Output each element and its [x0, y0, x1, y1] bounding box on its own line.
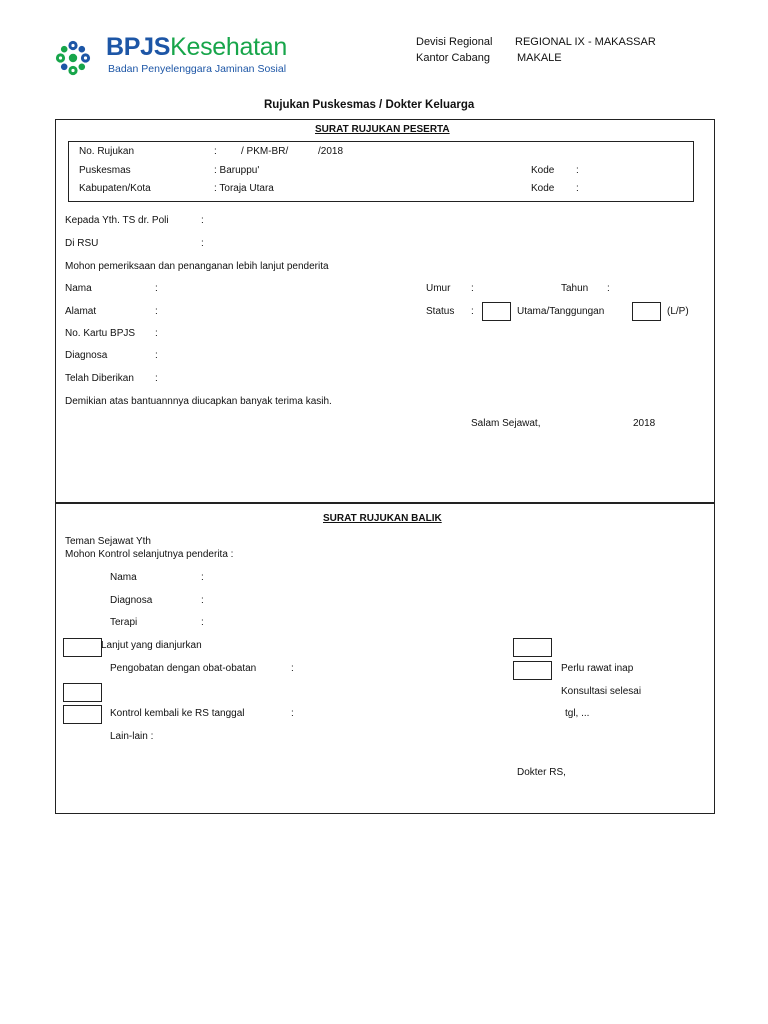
- kontrol-checkbox[interactable]: [63, 705, 102, 724]
- year-text: 2018: [633, 418, 656, 429]
- status-label: Status: [426, 306, 455, 317]
- no-rujukan-colon: :: [214, 146, 217, 157]
- bpjs-logo-icon: [53, 38, 93, 78]
- balik-terapi-colon: :: [201, 617, 204, 628]
- kartu-bpjs-label: No. Kartu BPJS: [65, 328, 136, 339]
- no-rujukan-label: No. Rujukan: [79, 146, 135, 157]
- status-colon: :: [471, 306, 474, 317]
- teman-sejawat-text: Teman Sejawat Yth: [65, 536, 151, 547]
- alamat-colon: :: [155, 306, 158, 317]
- logo-kesehatan-text: Kesehatan: [170, 33, 287, 61]
- section-heading-balik: SURAT RUJUKAN BALIK: [323, 513, 442, 524]
- lp-label: (L/P): [667, 306, 689, 317]
- gender-checkbox[interactable]: [632, 302, 661, 321]
- nama-colon: :: [155, 283, 158, 294]
- referral-info-box: [68, 141, 694, 202]
- kode-colon-2: :: [576, 183, 579, 194]
- balik-diagnosa-label: Diagnosa: [110, 595, 153, 606]
- kontrol-colon: :: [291, 708, 294, 719]
- diagnosa-label: Diagnosa: [65, 350, 108, 361]
- no-rujukan-year: /2018: [318, 146, 344, 157]
- kontrol-text: Kontrol kembali ke RS tanggal: [110, 708, 245, 719]
- kabupaten-label: Kabupaten/Kota: [79, 183, 151, 194]
- alamat-label: Alamat: [65, 306, 97, 317]
- pengobatan-checkbox[interactable]: [63, 683, 102, 702]
- devisi-label: Devisi Regional: [416, 36, 493, 48]
- salam-sejawat-text: Salam Sejawat,: [471, 418, 541, 429]
- balik-terapi-label: Terapi: [110, 617, 138, 628]
- no-rujukan-mid: / PKM-BR/: [241, 146, 289, 157]
- demikian-text: Demikian atas bantuannnya diucapkan banyak terima kasih.: [65, 396, 332, 407]
- kartu-bpjs-colon: :: [155, 328, 158, 339]
- lain-lain-text: Lain-lain :: [110, 731, 154, 742]
- balik-diagnosa-colon: :: [201, 595, 204, 606]
- section-heading-peserta: SURAT RUJUKAN PESERTA: [315, 124, 450, 135]
- puskesmas-value: : Baruppu': [214, 165, 260, 176]
- kantor-value: MAKALE: [517, 52, 562, 64]
- kode-colon-1: :: [576, 165, 579, 176]
- mohon-kontrol-text: Mohon Kontrol selanjutnya penderita :: [65, 549, 234, 560]
- document-title: Rujukan Puskesmas / Dokter Keluarga: [264, 99, 475, 111]
- perlu-rawat-inap-checkbox[interactable]: [513, 661, 552, 680]
- telah-diberikan-label: Telah Diberikan: [65, 373, 134, 384]
- logo-subtitle: Badan Penyelenggara Jaminan Sosial: [108, 63, 287, 75]
- umur-colon: :: [471, 283, 474, 294]
- tahun-colon: :: [607, 283, 610, 294]
- tgl-text: tgl, ...: [565, 708, 590, 719]
- pengobatan-colon: :: [291, 663, 294, 674]
- dokter-rs-text: Dokter RS,: [517, 767, 566, 778]
- tahun-label: Tahun: [561, 283, 589, 294]
- kepada-colon: :: [201, 215, 204, 226]
- di-rsu-label: Di RSU: [65, 238, 99, 249]
- right-checkbox-1[interactable]: [513, 638, 552, 657]
- umur-label: Umur: [426, 283, 451, 294]
- logo-bpjs-text: BPJS: [106, 33, 171, 61]
- lanjut-text: Lanjut yang dianjurkan: [101, 640, 202, 651]
- kantor-label: Kantor Cabang: [416, 52, 490, 64]
- mohon-text: Mohon pemeriksaan dan penanganan lebih lanjut penderita: [65, 261, 329, 272]
- kode-label-2: Kode: [531, 183, 555, 194]
- pengobatan-text: Pengobatan dengan obat-obatan: [110, 663, 257, 674]
- logo-wordmark: [106, 33, 287, 62]
- balik-nama-colon: :: [201, 572, 204, 583]
- balik-nama-label: Nama: [110, 572, 137, 583]
- diagnosa-colon: :: [155, 350, 158, 361]
- kepada-label: Kepada Yth. TS dr. Poli: [65, 215, 169, 226]
- lanjut-checkbox[interactable]: [63, 638, 102, 657]
- nama-label: Nama: [65, 283, 92, 294]
- di-rsu-colon: :: [201, 238, 204, 249]
- perlu-rawat-inap-text: Perlu rawat inap: [561, 663, 634, 674]
- puskesmas-label: Puskesmas: [79, 165, 131, 176]
- telah-diberikan-colon: :: [155, 373, 158, 384]
- konsultasi-selesai-text: Konsultasi selesai: [561, 686, 642, 697]
- kode-label-1: Kode: [531, 165, 555, 176]
- kabupaten-value: : Toraja Utara: [214, 183, 274, 194]
- status-checkbox[interactable]: [482, 302, 511, 321]
- utama-tanggungan-label: Utama/Tanggungan: [517, 306, 605, 317]
- devisi-value: REGIONAL IX - MAKASSAR: [515, 36, 656, 48]
